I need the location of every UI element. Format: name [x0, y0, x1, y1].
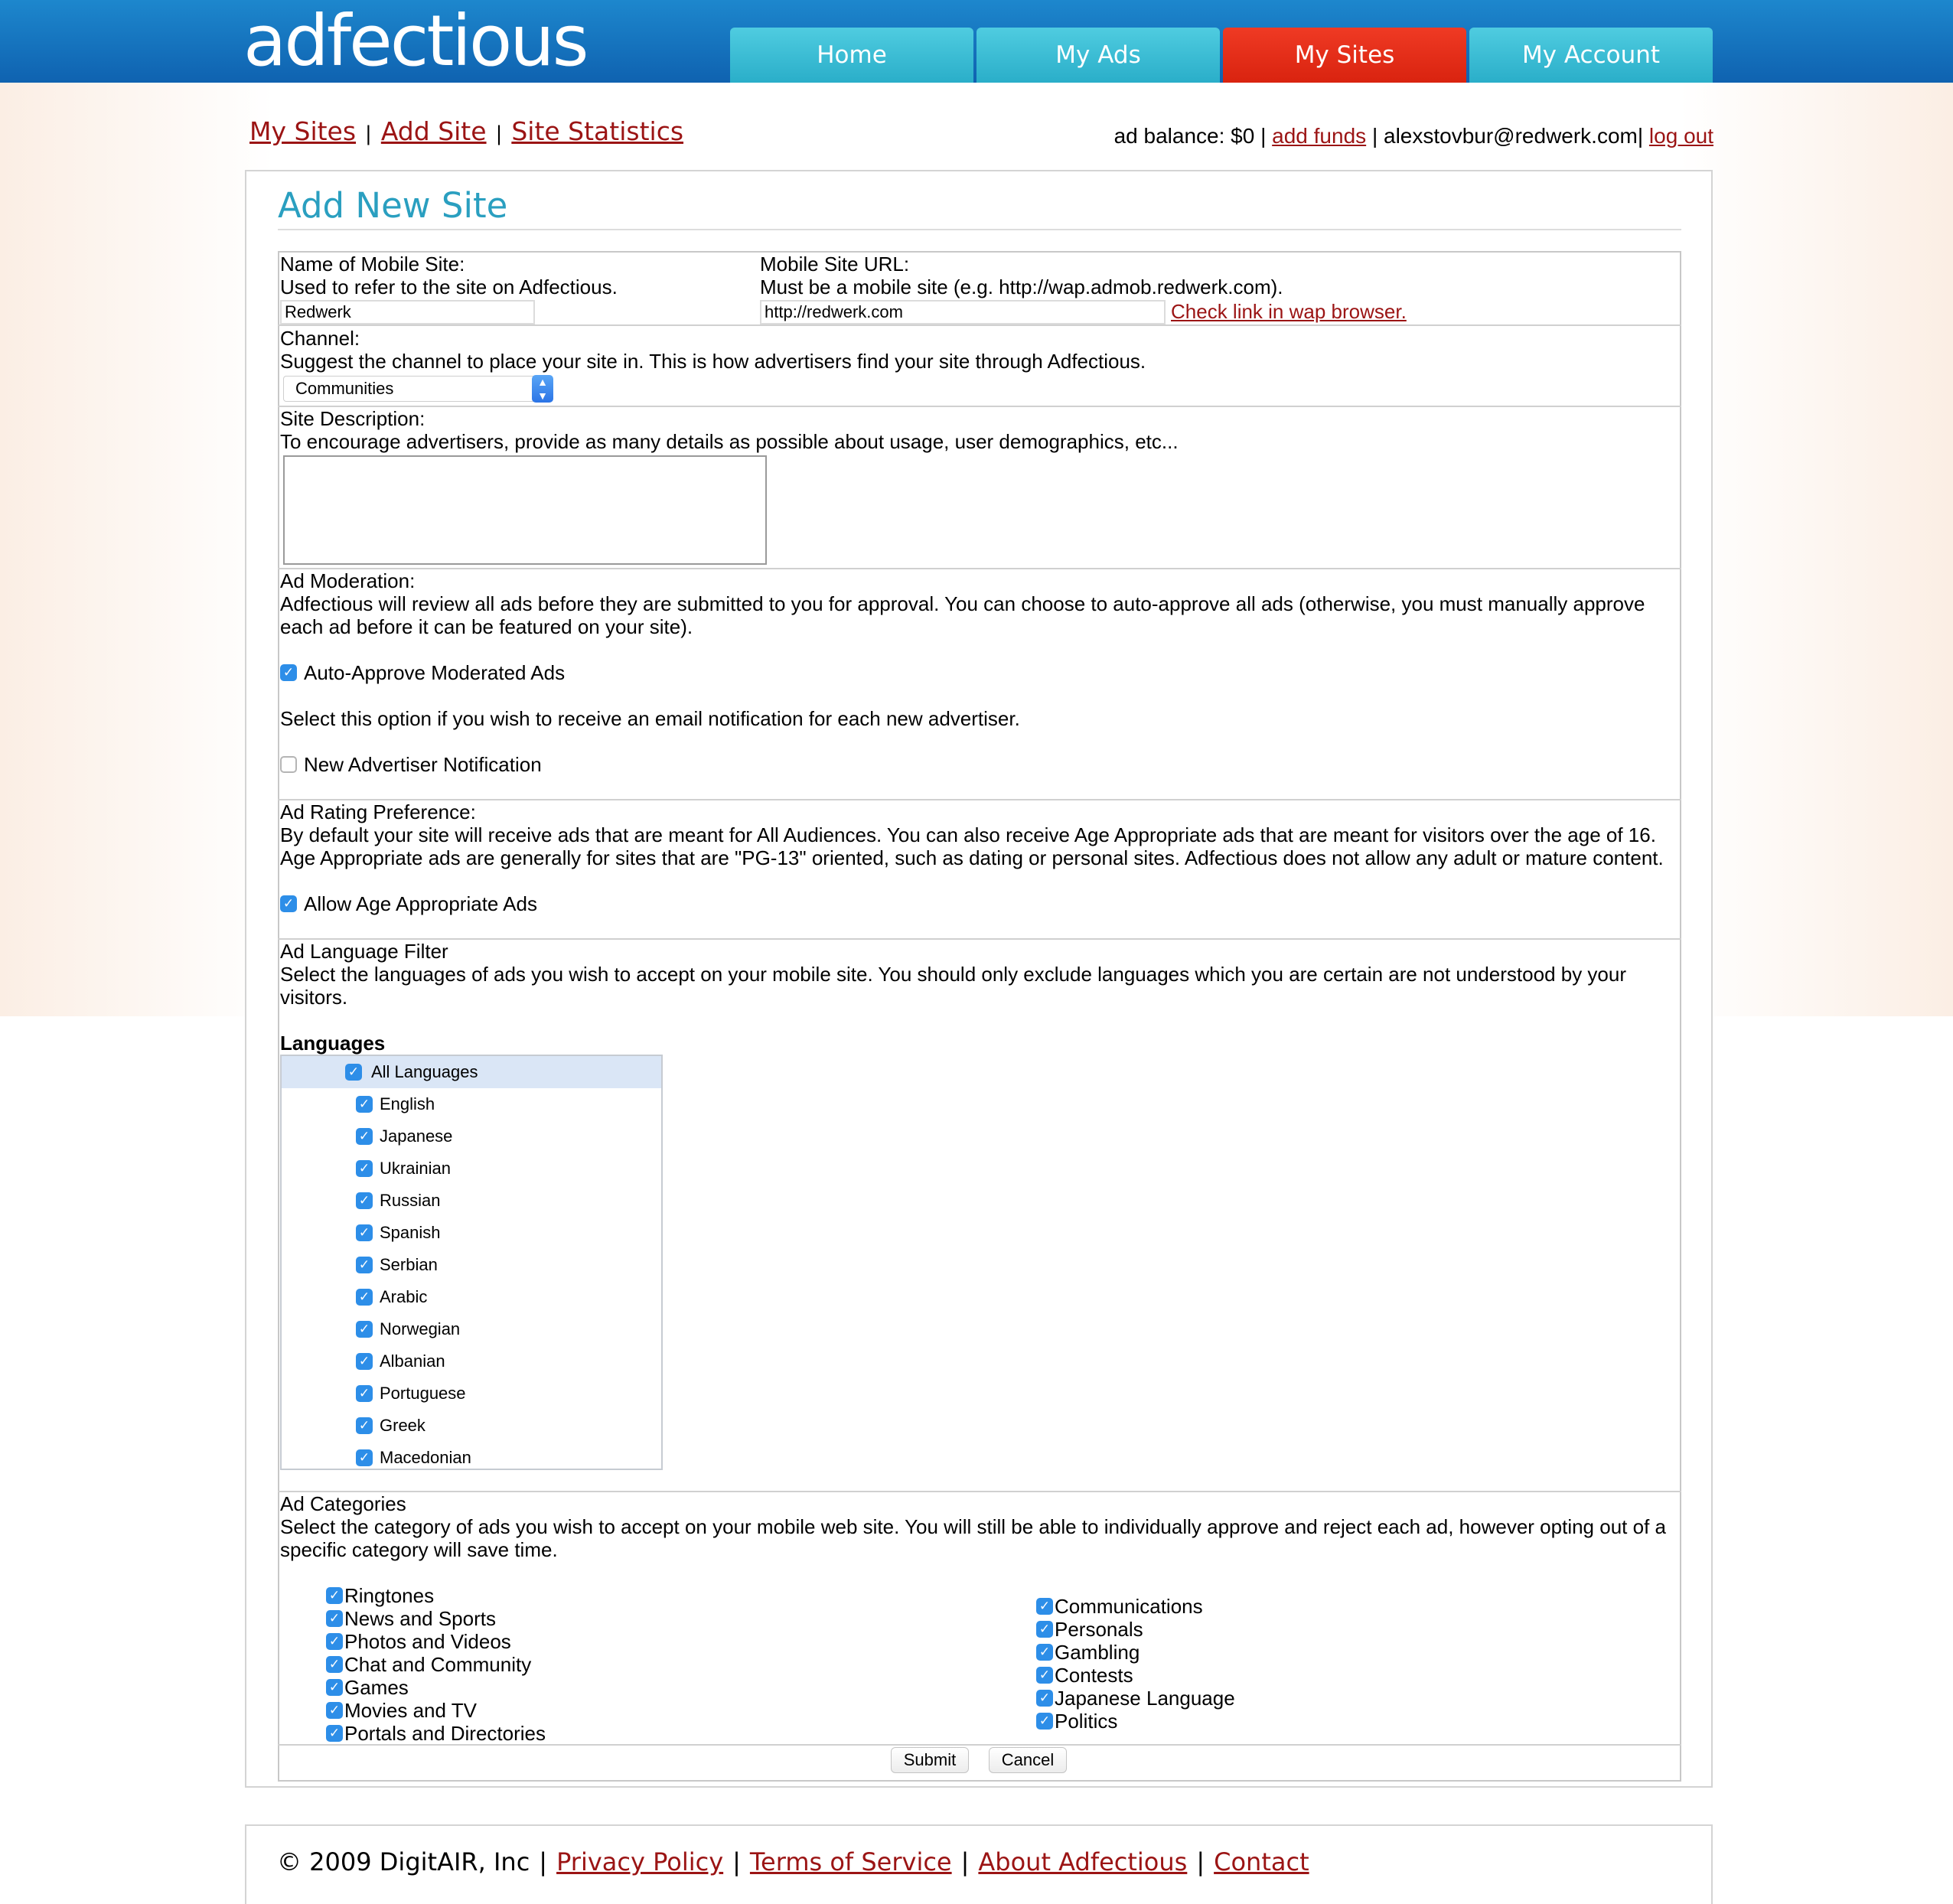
new-advertiser-notification-label: New Advertiser Notification	[304, 753, 542, 776]
cancel-button[interactable]: Cancel	[989, 1747, 1067, 1773]
site-url-input[interactable]: http://redwerk.com	[760, 300, 1166, 324]
category-checkbox[interactable]: ✓	[326, 1679, 343, 1696]
nav-tab-home[interactable]: Home	[730, 28, 973, 83]
section-divider	[278, 568, 1681, 569]
category-checkbox[interactable]: ✓	[1036, 1667, 1053, 1684]
new-advertiser-notification-checkbox[interactable]	[280, 756, 297, 773]
channel-selected-value: Communities	[295, 379, 394, 398]
language-item[interactable]	[282, 1281, 661, 1313]
description-label: Site Description:	[280, 407, 425, 430]
all-languages-checkbox[interactable]: ✓	[345, 1064, 362, 1081]
check-wap-link[interactable]: Check link in wap browser.	[1171, 300, 1407, 323]
language-label: Ukrainian	[380, 1159, 451, 1178]
site-name-help: Used to refer to the site on Adfectious.	[280, 275, 618, 298]
category-checkbox[interactable]: ✓	[326, 1610, 343, 1627]
category-label: Contests	[1055, 1664, 1133, 1687]
category-checkbox[interactable]: ✓	[1036, 1621, 1053, 1638]
subnav-separator: |	[495, 122, 503, 145]
nav-tab-my-sites[interactable]: My Sites	[1223, 28, 1466, 83]
language-item[interactable]	[282, 1249, 661, 1281]
language-item-all[interactable]	[282, 1056, 661, 1088]
site-name-label: Name of Mobile Site:	[280, 253, 465, 275]
language-item[interactable]	[282, 1185, 661, 1217]
moderation-label: Ad Moderation:	[280, 569, 416, 592]
category-checkbox[interactable]: ✓	[326, 1633, 343, 1650]
category-checkbox[interactable]: ✓	[326, 1725, 343, 1742]
account-email: | alexstovbur@redwerk.com|	[1371, 124, 1644, 148]
category-label: News and Sports	[344, 1607, 496, 1630]
language-filter-label: Ad Language Filter	[280, 940, 448, 963]
language-checkbox[interactable]: ✓	[356, 1449, 373, 1466]
section-divider	[278, 938, 1681, 940]
copyright-text: © 2009 DigitAIR, Inc	[277, 1847, 530, 1876]
ad-balance-text: ad balance: $0 |	[1113, 124, 1267, 148]
language-checkbox[interactable]: ✓	[356, 1321, 373, 1338]
language-item[interactable]	[282, 1345, 661, 1377]
sub-navigation	[249, 116, 683, 146]
category-label: Ringtones	[344, 1584, 435, 1607]
privacy-policy-link[interactable]: Privacy Policy	[556, 1847, 724, 1876]
category-checkbox[interactable]: ✓	[326, 1702, 343, 1719]
subnav-separator: |	[365, 122, 372, 145]
language-label: Norwegian	[380, 1319, 461, 1338]
contact-link[interactable]: Contact	[1214, 1847, 1309, 1876]
category-label: Portals and Directories	[344, 1722, 546, 1745]
auto-approve-label: Auto-Approve Moderated Ads	[304, 661, 566, 684]
category-label: Communications	[1055, 1595, 1203, 1618]
language-item[interactable]	[282, 1410, 661, 1442]
category-label: Japanese Language	[1055, 1687, 1235, 1710]
language-item[interactable]	[282, 1313, 661, 1345]
category-label: Games	[344, 1676, 409, 1699]
language-label: All Languages	[371, 1062, 478, 1081]
section-divider	[278, 799, 1681, 800]
section-divider	[278, 1744, 1681, 1746]
allow-age-appropriate-checkbox[interactable]: ✓	[280, 895, 297, 912]
channel-select[interactable]	[283, 376, 553, 402]
nav-tab-my-account[interactable]: My Account	[1469, 28, 1713, 83]
rating-help: By default your site will receive ads that are meant for All Audiences. You can also receive Age Appropriate ads that are meant for visitors over the age of 16. Age Appropriate ads are generally for sites that are "PG-13" oriented, such as dating or personal sites. Adfectious does not allow any adult or mature content.	[280, 823, 1664, 869]
language-checkbox[interactable]: ✓	[356, 1417, 373, 1434]
footer-separator: |	[960, 1847, 970, 1876]
language-item[interactable]	[282, 1120, 661, 1153]
language-checkbox[interactable]: ✓	[356, 1385, 373, 1402]
subnav-add-site-link[interactable]: Add Site	[380, 116, 487, 146]
channel-help: Suggest the channel to place your site in. This is how advertisers find your site through Adfectious.	[280, 350, 1146, 373]
description-help: To encourage advertisers, provide as many details as possible about usage, user demographics, etc...	[280, 430, 1179, 453]
language-label: Greek	[380, 1416, 425, 1435]
rating-label: Ad Rating Preference:	[280, 800, 476, 823]
allow-age-appropriate-label: Allow Age Appropriate Ads	[304, 892, 537, 915]
site-url-help: Must be a mobile site (e.g. http://wap.admob.redwerk.com).	[760, 275, 1283, 298]
select-arrows-icon: ▲ ▼	[532, 375, 553, 403]
add-funds-link[interactable]: add funds	[1272, 124, 1367, 148]
auto-approve-checkbox[interactable]: ✓	[280, 664, 297, 681]
languages-list[interactable]	[280, 1055, 663, 1470]
description-textarea[interactable]	[283, 455, 767, 565]
language-item[interactable]	[282, 1088, 661, 1120]
language-label: Serbian	[380, 1255, 438, 1274]
site-name-input[interactable]: Redwerk	[280, 300, 535, 324]
category-checkbox[interactable]: ✓	[1036, 1598, 1053, 1615]
language-checkbox[interactable]: ✓	[356, 1224, 373, 1241]
category-label: Chat and Community	[344, 1653, 532, 1676]
language-checkbox[interactable]: ✓	[356, 1192, 373, 1209]
submit-button[interactable]: Submit	[891, 1747, 969, 1773]
language-checkbox[interactable]: ✓	[356, 1160, 373, 1177]
category-checkbox[interactable]: ✓	[326, 1587, 343, 1604]
logout-link[interactable]: log out	[1648, 124, 1713, 148]
category-checkbox[interactable]: ✓	[326, 1656, 343, 1673]
language-item[interactable]	[282, 1153, 661, 1185]
section-divider	[278, 324, 1681, 326]
language-checkbox[interactable]: ✓	[356, 1353, 373, 1370]
account-info	[1114, 124, 1713, 148]
language-filter-help: Select the languages of ads you wish to accept on your mobile site. You should only exclude languages which you are certain are not understood by your visitors.	[280, 963, 1627, 1009]
notification-help: Select this option if you wish to receive an email notification for each new advertiser.	[280, 707, 1020, 730]
language-label: Arabic	[380, 1287, 428, 1306]
footer-separator: |	[539, 1847, 548, 1876]
category-label: Personals	[1055, 1618, 1143, 1641]
page-title: Add New Site	[278, 185, 508, 226]
language-label: Portuguese	[380, 1384, 466, 1403]
categories-label: Ad Categories	[280, 1492, 406, 1515]
language-label: Albanian	[380, 1351, 445, 1371]
language-checkbox[interactable]: ✓	[356, 1257, 373, 1273]
language-label: Spanish	[380, 1223, 441, 1242]
language-item[interactable]	[282, 1377, 661, 1410]
category-label: Movies and TV	[344, 1699, 477, 1722]
section-divider	[278, 1491, 1681, 1492]
language-checkbox[interactable]: ✓	[356, 1289, 373, 1306]
language-checkbox[interactable]: ✓	[356, 1096, 373, 1113]
footer-separator: |	[732, 1847, 741, 1876]
terms-of-service-link[interactable]: Terms of Service	[749, 1847, 952, 1876]
moderation-help: Adfectious will review all ads before they are submitted to you for approval. You can choose to auto-approve all ads (otherwise, you must manually approve each ad before it can be featured on your site).	[280, 592, 1645, 638]
language-label: Russian	[380, 1191, 441, 1210]
footer-separator: |	[1196, 1847, 1205, 1876]
about-adfectious-link[interactable]: About Adfectious	[978, 1847, 1188, 1876]
subnav-site-statistics-link[interactable]: Site Statistics	[511, 116, 684, 146]
language-label: Japanese	[380, 1126, 453, 1146]
site-url-label: Mobile Site URL:	[760, 253, 910, 275]
language-checkbox[interactable]: ✓	[356, 1128, 373, 1145]
category-checkbox[interactable]: ✓	[1036, 1690, 1053, 1707]
section-divider	[278, 406, 1681, 407]
language-item[interactable]	[282, 1442, 661, 1470]
language-label: Macedonian	[380, 1448, 471, 1467]
category-checkbox[interactable]: ✓	[1036, 1713, 1053, 1730]
languages-heading: Languages	[280, 1032, 386, 1055]
channel-label: Channel:	[280, 327, 360, 350]
category-label: Gambling	[1055, 1641, 1140, 1664]
nav-tab-my-ads[interactable]: My Ads	[976, 28, 1220, 83]
category-label: Photos and Videos	[344, 1630, 511, 1653]
title-divider	[278, 229, 1681, 230]
categories-help: Select the category of ads you wish to accept on your mobile web site. You will still be able to individually approve and reject each ad, however opting out of a specific category will save time.	[280, 1515, 1666, 1561]
category-label: Politics	[1055, 1710, 1118, 1733]
subnav-my-sites-link[interactable]: My Sites	[249, 116, 357, 146]
adfectious-logo[interactable]: adfectious	[243, 0, 587, 82]
footer-links	[277, 1847, 1309, 1877]
category-checkbox[interactable]: ✓	[1036, 1644, 1053, 1661]
language-label: English	[380, 1094, 435, 1113]
language-item[interactable]	[282, 1217, 661, 1249]
